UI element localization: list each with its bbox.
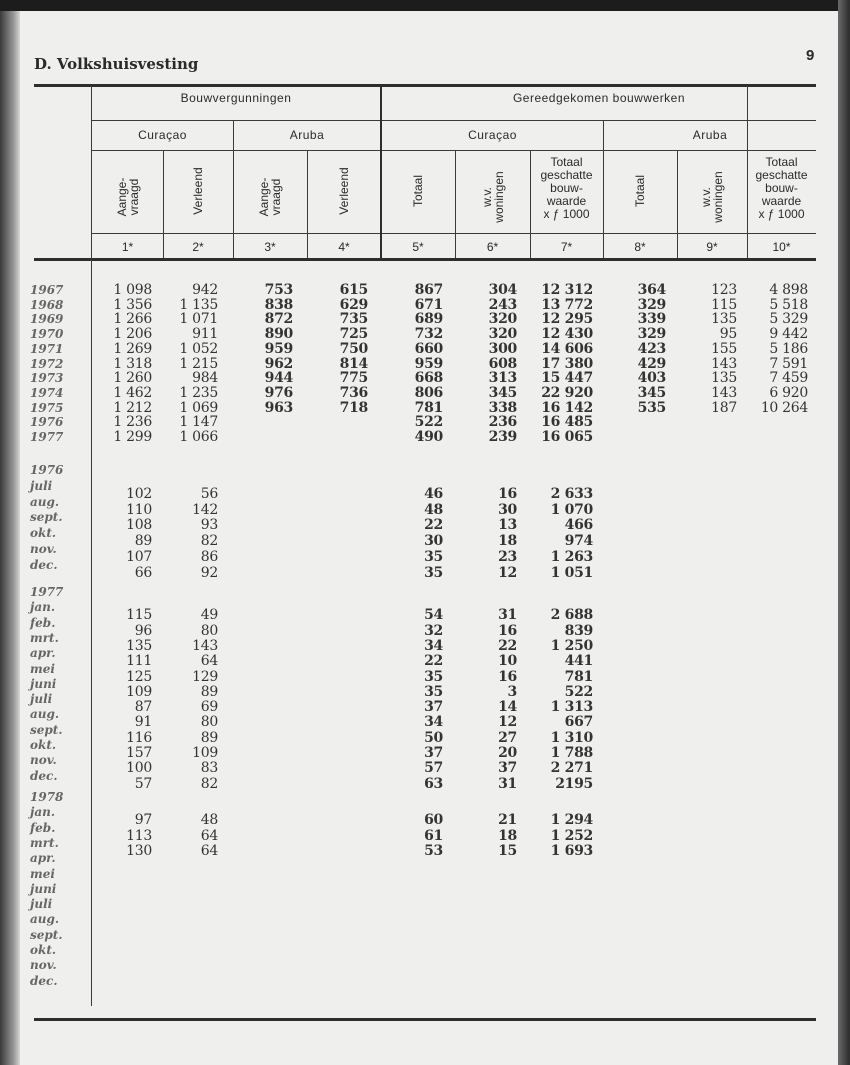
table-cell: 753 [264,282,293,298]
table-cell: 113 [126,827,152,844]
table-cell: 2195 [555,775,593,792]
table-cell: 48 [424,501,443,518]
row-label-month: sept. [30,927,63,942]
table-cell: 116 [126,729,152,746]
row-label-year: 1977 [30,430,64,444]
column-header-label: Verleend [191,167,205,215]
table-cell: 962 [264,355,293,372]
column-header-label: Totaal geschatte bouw- waarde x ƒ 1000 [540,155,593,221]
table-cell: 64 [200,842,218,859]
table-cell: 944 [264,370,293,387]
column-header-label: w.v. woningen [479,171,506,223]
table-cell: 490 [414,429,443,445]
table-cell: 522 [564,683,593,700]
table-cell: 329 [637,326,666,343]
table-cell: 959 [264,340,293,357]
column-number: 3* [264,240,276,254]
table-cell: 345 [637,384,666,401]
row-label-month: aug. [30,912,60,927]
table-cell: 135 [126,637,152,654]
row-label-month: nov. [30,542,57,556]
table-cell: 16 485 [541,414,593,431]
table-cell: 83 [200,760,218,777]
table-cell: 87 [134,699,152,716]
table-cell: 1 313 [550,699,593,716]
row-label-month: mrt. [30,630,59,645]
table-cell: 142 [192,501,218,518]
table-cell: 187 [711,399,737,416]
table-cell: 667 [564,714,593,731]
table-cell: 814 [339,355,368,372]
table-cell: 441 [564,653,593,670]
sub-header-curacao: Curaçao [468,128,517,142]
scan-edge-left [0,11,20,1065]
row-label-month: sept. [30,722,63,737]
row-label-month: mei [30,866,55,881]
column-header-label: Totaal [411,174,425,208]
row-label-month: dec. [30,557,58,572]
table-cell: 522 [414,414,443,431]
table-cell: 725 [339,326,368,343]
column-header-label: w.v. woningen [699,171,725,223]
row-label-year: 1975 [30,400,64,415]
table-cell: 37 [424,745,443,761]
table-cell: 671 [414,296,443,313]
row-label-year: 1968 [30,297,64,312]
row-label-year: 1969 [30,312,64,327]
table-cell: 959 [414,355,443,372]
table-cell: 1 215 [179,355,218,372]
table-cell: 2 271 [550,760,593,777]
row-label-month: apr. [30,851,56,866]
row-label-month: feb. [30,615,56,630]
table-cell: 89 [200,683,218,700]
header-bottom-rule [34,258,816,261]
row-label-month: apr. [30,646,56,661]
table-cell: 1 070 [550,501,593,518]
table-cell: 16 142 [541,399,593,416]
table-cell: 49 [200,607,218,624]
row-label-month: juni [30,881,57,896]
table-cell: 668 [414,370,443,387]
table-cell: 984 [192,370,218,387]
table-cell: 37 [424,699,443,716]
table-cell: 1 693 [550,842,593,859]
table-cell: 64 [200,827,218,844]
table-cell: 56 [200,485,218,502]
table-cell: 239 [488,429,517,445]
row-label-month: aug. [30,494,60,509]
table-cell: 57 [134,775,152,792]
table-cell: 16 [498,668,517,685]
sub-header-aruba: Aruba [289,128,325,142]
scan-edge-right [838,0,850,1065]
row-label-month: mrt. [30,835,59,850]
column-header-label: Totaal [633,174,647,208]
table-cell: 608 [488,355,517,372]
table-cell: 46 [424,485,443,502]
table-cell: 403 [637,370,666,387]
table-cell: 30 [424,533,443,550]
row-label-month: juli [30,692,53,707]
header-rule-1 [92,120,816,121]
table-cell: 22 920 [541,384,593,401]
sub-header-aruba: Aruba [692,128,728,142]
group-label-year: 1977 [30,585,64,599]
row-label-month: juni [30,676,57,691]
table-cell: 838 [264,296,293,313]
table-cell: 338 [488,399,517,416]
table-cell: 629 [339,296,368,313]
table-cell: 115 [126,607,152,624]
table-cell: 22 [424,653,443,670]
table-cell: 7 459 [769,370,808,387]
table-cell: 97 [134,812,152,829]
table-cell: 100 [126,760,152,777]
table-cell: 364 [637,282,666,298]
row-label-month: okt. [30,738,57,752]
table-cell: 5 186 [769,340,808,357]
table-cell: 12 [498,714,517,731]
row-label-year: 1971 [30,341,64,356]
page-number: 9 [806,47,815,64]
column-number: 10* [772,240,791,254]
table-cell: 1 462 [113,384,152,401]
table-cell: 7 591 [769,355,808,372]
table-cell: 2 633 [550,485,593,502]
table-cell: 963 [264,399,293,416]
table-cell: 1 269 [113,340,152,357]
table-cell: 976 [264,384,293,401]
table-cell: 135 [711,311,737,328]
row-label-month: dec. [30,768,58,783]
table-cell: 35 [424,668,443,685]
table-cell: 781 [564,668,593,685]
table-cell: 4 898 [769,282,808,298]
table-cell: 1 299 [113,429,152,445]
table-cell: 1 236 [113,414,152,431]
table-cell: 942 [192,282,218,298]
table-cell: 50 [424,729,443,746]
column-number: 8* [634,240,646,254]
table-cell: 20 [498,745,517,761]
row-label-month: nov. [30,753,57,768]
table-cell: 109 [192,745,218,761]
table-cell: 236 [488,414,517,431]
table-cell: 750 [339,340,368,357]
column-number: 9* [706,240,718,254]
table-cell: 3 [507,683,517,700]
table-cell: 143 [711,355,737,372]
table-cell: 1 135 [179,296,218,313]
column-header-label: Aange- vraagd [114,177,141,217]
table-cell: 93 [200,517,218,534]
row-label-month: nov. [30,958,57,973]
table-cell: 35 [424,683,443,700]
table-cell: 867 [414,282,443,298]
table-cell: 135 [711,370,737,387]
table-cell: 16 [498,485,517,502]
table-cell: 111 [126,653,152,670]
table-cell: 429 [637,355,666,372]
table-cell: 313 [488,370,517,387]
table-cell: 12 [498,564,517,581]
table-cell: 345 [488,384,517,401]
table-cell: 6 920 [769,384,808,401]
table-cell: 872 [264,311,293,328]
table-cell: 82 [200,775,218,792]
table-cell: 718 [339,399,368,416]
table-cell: 1 098 [113,282,152,298]
table-cell: 89 [134,533,152,550]
row-label-month: juli [30,897,53,912]
table-cell: 89 [200,729,218,746]
table-cell: 781 [414,399,443,416]
table-cell: 1 260 [113,370,152,387]
table-cell: 304 [488,282,517,298]
scan-edge-top [0,0,850,11]
table-cell: 123 [711,282,737,298]
table-cell: 660 [414,340,443,357]
table-cell: 21 [498,812,517,829]
table-cell: 102 [126,485,152,502]
table-cell: 60 [424,812,443,829]
row-label-year: 1973 [30,371,64,386]
table-cell: 974 [564,533,593,550]
table-cell: 1 788 [550,745,593,761]
table-cell: 125 [126,668,152,685]
table-cell: 735 [339,311,368,328]
table-cell: 5 518 [769,296,808,313]
row-label-month: jan. [30,805,56,820]
table-cell: 17 380 [541,355,593,372]
table-cell: 96 [134,622,152,639]
column-number: 5* [412,240,424,254]
group-divider [380,86,382,258]
table-cell: 130 [126,842,152,859]
table-cell: 423 [637,340,666,357]
table-cell: 320 [488,311,517,328]
table-cell: 15 447 [541,370,593,387]
table-cell: 1 252 [550,827,593,844]
row-label-month: juli [30,478,53,493]
table-cell: 54 [424,607,443,624]
table-cell: 890 [264,326,293,343]
table-cell: 64 [200,653,218,670]
table-cell: 1 294 [550,812,593,829]
table-cell: 911 [192,326,218,343]
table-cell: 155 [711,340,737,357]
table-cell: 34 [424,714,443,731]
table-cell: 61 [424,827,443,844]
table-cell: 1 266 [113,311,152,328]
table-cell: 1 212 [113,399,152,416]
table-cell: 27 [498,729,517,746]
table-top-rule [34,84,816,87]
table-cell: 53 [424,842,443,859]
table-cell: 13 772 [541,296,593,313]
table-cell: 12 295 [541,311,593,328]
table-cell: 1 235 [179,384,218,401]
table-cell: 69 [200,699,218,716]
table-cell: 1 071 [179,311,218,328]
table-cell: 14 606 [541,340,593,357]
table-cell: 107 [126,549,152,565]
row-label-month: sept. [30,510,63,525]
row-label-month: aug. [30,707,60,722]
table-cell: 320 [488,326,517,343]
table-cell: 22 [498,637,517,654]
row-label-month: okt. [30,526,57,541]
group-label-year: 1976 [30,463,64,477]
table-cell: 689 [414,311,443,328]
table-cell: 22 [424,517,443,534]
table-cell: 31 [498,607,517,624]
group-header-gereedgekomen: Gereedgekomen bouwwerken [512,91,686,105]
table-cell: 18 [498,827,517,844]
column-number: 1* [121,240,134,254]
table-cell: 329 [637,296,666,313]
column-number: 2* [192,240,204,254]
group-header-bouwvergunningen: Bouwvergunningen [180,91,292,105]
row-label-year: 1970 [30,327,64,342]
table-cell: 35 [424,549,443,565]
row-label-month: dec. [30,973,58,988]
table-cell: 1 356 [113,296,152,313]
column-header-label: Aange- vraagd [257,177,283,217]
table-cell: 80 [200,714,218,731]
row-label-year: 1967 [30,283,64,297]
table-cell: 143 [711,384,737,401]
table-cell: 143 [192,637,218,654]
row-label-month: mei [30,661,55,676]
table-cell: 5 329 [769,311,808,328]
table-cell: 535 [637,399,666,416]
column-number: 6* [486,240,499,254]
row-label-year: 1972 [30,356,64,371]
table-cell: 1 147 [179,414,218,431]
table-cell: 1 066 [179,429,218,445]
table-cell: 300 [488,340,517,357]
table-cell: 339 [637,311,666,328]
table-cell: 129 [192,668,218,685]
table-cell: 80 [200,622,218,639]
table-cell: 92 [200,564,218,581]
table-cell: 1 318 [113,355,152,372]
table-cell: 2 688 [550,607,593,624]
row-label-month: okt. [30,943,57,957]
table-cell: 31 [498,775,517,792]
table-cell: 12 430 [541,326,593,343]
table-cell: 16 065 [541,429,593,445]
table-cell: 37 [498,760,517,777]
column-header-label: Verleend [337,167,351,215]
table-cell: 63 [424,775,443,792]
table-cell: 30 [498,501,517,518]
table-cell: 9 442 [769,326,808,343]
table-cell: 86 [200,549,218,565]
table-cell: 15 [498,842,517,859]
table-cell: 34 [424,637,443,654]
table-cell: 466 [564,517,593,534]
group-label-year: 1978 [30,790,64,804]
table-cell: 14 [498,699,517,716]
table-cell: 115 [711,296,737,313]
row-label-month: jan. [30,600,56,615]
table-cell: 108 [126,517,152,534]
table-cell: 109 [126,683,152,700]
table-cell: 1 069 [179,399,218,416]
table-cell: 10 264 [760,399,808,416]
table-cell: 12 312 [541,282,593,298]
table-cell: 243 [488,296,517,313]
table-cell: 732 [414,326,443,343]
table-cell: 806 [414,384,443,401]
table-cell: 13 [498,517,517,534]
table-cell: 82 [200,533,218,550]
table-cell: 23 [498,549,517,565]
row-label-month: feb. [30,820,56,835]
table-cell: 1 250 [550,637,593,654]
table-cell: 1 051 [550,564,593,581]
table-cell: 95 [719,326,737,343]
table-cell: 157 [126,745,152,761]
table-cell: 1 206 [113,326,152,343]
row-label-year: 1974 [30,385,64,400]
table-cell: 615 [339,282,368,298]
table-cell: 16 [498,622,517,639]
table-cell: 10 [498,653,517,670]
table-bottom-rule [34,1018,816,1021]
column-header-label: Totaal geschatte bouw- waarde x ƒ 1000 [755,155,808,221]
table-cell: 32 [424,622,443,639]
table-cell: 736 [339,384,368,401]
table-cell: 57 [424,760,443,777]
table-cell: 66 [134,564,152,581]
row-label-year: 1976 [30,415,64,430]
table-cell: 48 [200,812,218,829]
table-cell: 18 [498,533,517,550]
table-cell: 1 052 [179,340,218,357]
section-title: D. Volkshuisvesting [34,55,199,73]
table-cell: 35 [424,564,443,581]
sub-header-curacao: Curaçao [138,128,187,142]
table-cell: 839 [564,622,593,639]
table-cell: 91 [134,714,152,731]
table-cell: 1 263 [550,549,593,565]
column-number: 7* [560,240,573,254]
table-cell: 110 [126,501,152,518]
table-cell: 775 [339,370,368,387]
table-cell: 1 310 [550,729,593,746]
column-number: 4* [338,240,350,254]
